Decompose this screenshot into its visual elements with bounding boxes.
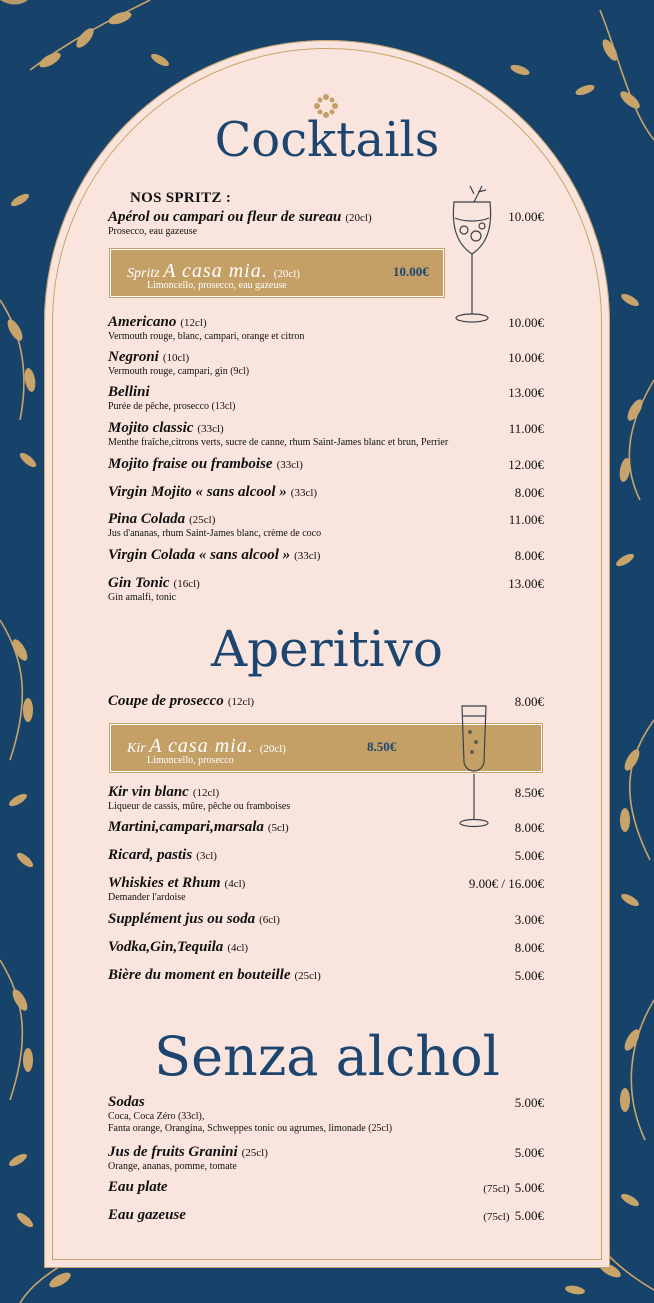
menu-item [108,910,280,928]
item-volume: (5cl) [267,822,289,834]
item-price [515,968,544,984]
item-name: Pina Colada [108,511,186,527]
item-volume: (20cl) [345,212,372,224]
menu-item [108,1178,172,1196]
spritz-subtitle: NOS SPRITZ : [130,190,232,206]
price-value: 11.00€ [508,421,544,436]
item-price [515,848,544,864]
item-description: Jus d'ananas, rhum Saint-James blanc, crème de coco [108,528,322,539]
menu-item [108,938,248,956]
item-description: Purée de pêche, prosecco (13cl) [108,401,236,412]
item-description: Menthe fraîche,citrons verts, sucre de canne, rhum Saint-James blanc et brun, Perrier [108,437,449,448]
item-volume: (33cl) [197,423,224,435]
featured-description: Limoncello, prosecco [147,755,234,766]
item-price [515,940,544,956]
menu-item [108,966,321,984]
item-price [508,315,544,331]
price-value: 12.00€ [508,457,544,472]
price-value: 5.00€ [514,1208,544,1223]
menu-item [108,483,317,501]
section-title-senza-alchol: Senza alchol [154,1025,500,1088]
menu-item-spritz [108,208,372,238]
price-value: 10.00€ [508,315,544,330]
item-name: Eau gazeuse [108,1207,186,1223]
item-price [508,576,544,592]
item-name: Martini,campari,marsala [108,819,264,835]
featured-price: 10.00€ [393,264,429,279]
item-name: Mojito fraise ou framboise [108,456,273,472]
item-name: Vodka,Gin,Tequila [108,939,224,955]
item-volume: (33cl) [290,487,318,499]
item-price [515,485,544,501]
item-price [515,820,544,836]
featured-name: Kir A casa mia. (20cl) [127,735,286,757]
item-description-2: Fanta orange, Orangina, Schweppes tonic ou agrumes, limonade (25cl) [108,1123,393,1134]
featured-name: Spritz A casa mia. (20cl) [127,260,300,282]
item-price [515,912,544,928]
item-volume: (16cl) [173,578,200,590]
item-price [509,512,544,528]
item-name: Apérol ou campari ou fleur de sureau [108,209,342,225]
item-description: Vermouth rouge, blanc, campari, orange et citron [108,331,305,342]
item-description: Prosecco, eau gazeuse [108,226,198,237]
item-price [515,548,544,564]
item-name: Coupe de prosecco [108,693,224,709]
item-description: Orange, ananas, pomme, tomate [108,1161,237,1172]
menu-item [108,348,249,378]
item-name: Bellini [108,384,150,400]
item-price [509,421,544,437]
item-name: Americano [108,314,177,330]
price-value: 9.00€ / 16.00€ [468,876,544,891]
item-price [508,385,544,401]
item-name: Bière du moment en bouteille [108,967,291,983]
menu-item-prosecco [108,692,254,710]
item-volume: (25cl) [189,514,216,526]
price-value: 8.00€ [514,940,544,955]
item-name: Ricard, pastis [108,847,193,863]
menu-item [108,818,289,836]
item-name: Kir vin blanc [108,784,189,800]
item-price [479,1208,544,1224]
item-price [479,1180,544,1196]
item-volume: (25cl) [241,1147,268,1159]
item-volume: (3cl) [196,850,217,862]
price-value: 5.00€ [514,1180,544,1195]
section-title-aperitivo: Aperitivo [210,620,444,678]
item-price [508,457,544,473]
price-volume: (75cl) [483,1211,510,1223]
item-price [509,1145,544,1161]
item-name: Sodas [108,1094,145,1110]
price-value: 13.00€ [508,576,544,591]
menu-item [108,846,217,864]
price-value: 13.00€ [508,385,544,400]
price-value: 10.00€ [508,350,544,365]
item-price [515,785,544,801]
item-price [508,350,544,366]
champagne-flute-illustration-icon [452,702,496,830]
item-description: Gin amalfi, tonic [108,592,177,603]
item-name: Virgin Colada « sans alcool » [108,547,291,563]
item-volume: (12cl) [180,317,207,329]
item-volume: (25cl) [294,970,321,982]
menu-item [108,874,245,904]
price-value: 5.00€ [514,848,544,863]
item-volume: (33cl) [294,550,321,562]
featured-price: 8.50€ [367,739,397,754]
price-value: 3.00€ [514,912,544,927]
featured-spritz-banner [110,249,444,297]
item-name: Mojito classic [108,420,194,436]
menu-item [108,313,304,343]
menu-item [108,783,290,813]
menu-item [108,510,321,540]
price-value: 11.00€ [508,512,544,527]
menu-item [108,574,200,604]
price-value: 8.00€ [514,548,544,563]
item-volume: (12cl) [192,787,220,799]
item-volume: (12cl) [227,696,255,708]
item-description: Coca, Coca Zéro (33cl), [108,1111,205,1122]
featured-description: Limoncello, prosecco, eau gazeuse [147,280,287,291]
item-name: Whiskies et Rhum [108,875,221,891]
item-name: Gin Tonic [108,575,170,591]
menu-item [108,1143,268,1173]
item-price [469,876,544,892]
item-volume: (10cl) [162,352,190,364]
item-volume: (4cl) [224,878,246,890]
price-value: 5.00€ [514,968,544,983]
item-name: Eau plate [108,1179,168,1195]
price-value: 8.00€ [514,485,544,500]
item-name: Virgin Mojito « sans alcool » [108,484,287,500]
item-description: Demander l'ardoise [108,892,186,903]
item-price: 10.00€ [508,209,544,224]
item-description: Liqueur de cassis, mûre, pêche ou framboises [108,801,291,812]
item-volume: (6cl) [259,914,280,926]
item-name: Jus de fruits Granini [108,1144,238,1160]
menu-item [108,455,303,473]
menu-item [108,419,448,449]
menu-item [108,1206,190,1224]
menu-item [108,1093,392,1135]
section-title-cocktails: Cocktails [214,112,440,168]
menu-item [108,546,320,564]
item-volume: (4cl) [227,942,249,954]
price-value: 8.50€ [514,785,544,800]
item-name: Supplément jus ou soda [108,911,256,927]
item-price [509,1095,544,1111]
item-name: Negroni [108,349,159,365]
price-value: 8.00€ [514,820,544,835]
item-description: Vermouth rouge, campari, gin (9cl) [108,366,250,377]
price-value: 5.00€ [514,1145,544,1160]
menu-item [108,383,235,413]
item-price: 8.00€ [514,694,544,709]
price-volume: (75cl) [483,1183,510,1195]
item-volume: (33cl) [276,459,303,471]
price-value: 5.00€ [514,1095,544,1110]
wine-glass-illustration-icon [444,182,500,328]
